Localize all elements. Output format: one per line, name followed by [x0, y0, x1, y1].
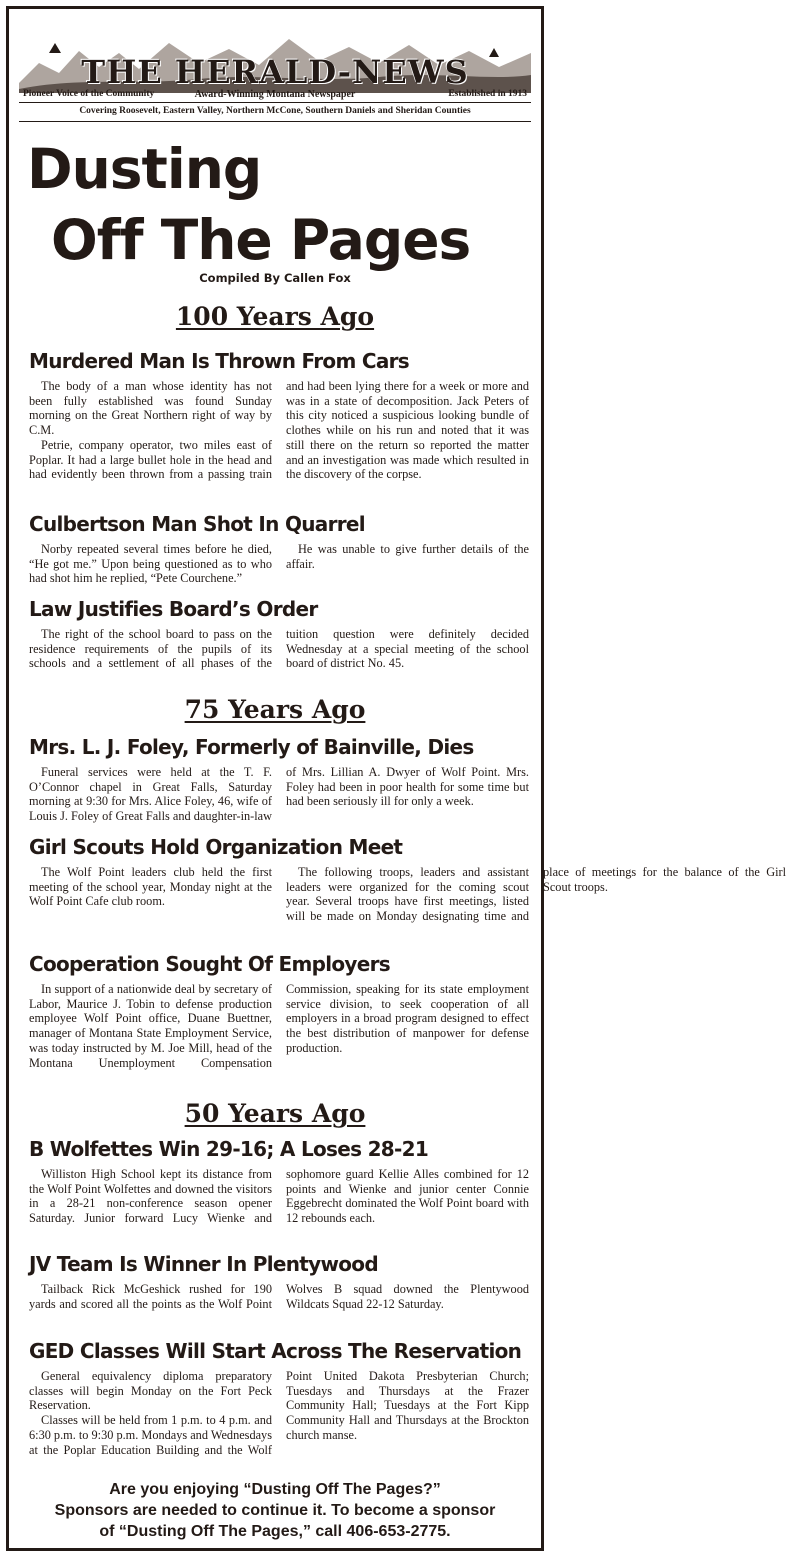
story-paragraph: The right of the school board to pass on the residence requirements of the pupils of its schools and a settlement of all phases of the tuition question were definitely decided Wednesday at a special meeting of the school board of district No. 45. [29, 627, 529, 671]
story-paragraph: Norby repeated several times before he died, “He got me.” Upon being questioned as to who had shot him he replied, “Pete Courchene.” [29, 542, 272, 586]
feature-title-line-2: Off The Pages [51, 208, 471, 272]
feature-title-line-1: Dusting [27, 137, 262, 201]
story-body [29, 379, 529, 503]
section-heading-100-years: 100 Years Ago [175, 302, 375, 331]
story-paragraph: Petrie, company operator, two miles east of Poplar. It had a large bullet hole in the head and had evidently been thrown from a passing train and had been lying there for a week or more and was in a state of decomposition. Jack Peters of this city noticed a suspicious looking bundle of clothes while on his run and noted that it was still there on the return so reported the matter and an investigation was made which resulted in the discovery of the corpse. [29, 379, 529, 482]
story-headline: GED Classes Will Start Across The Reservation [29, 1339, 522, 1363]
story-paragraph: In support of a nationwide deal by secretary of Labor, Maurice J. Tobin to defense production employee Wolf Point office, Duane Buettner, manager of Montana State Employment Service, was today instructed by M. Joe Mill, head of the Montana Unemployment Compensation Commission, speaking for its state employment service division, to seek cooperation of all employers in a broad program designed to effect the best distribution of manpower for defense production. [29, 982, 529, 1070]
story-body [29, 627, 529, 689]
story-headline: Murdered Man Is Thrown From Cars [29, 349, 409, 373]
masthead-divider [19, 102, 531, 103]
story-headline: Girl Scouts Hold Organization Meet [29, 835, 403, 859]
story-body [29, 1282, 529, 1328]
story-paragraph: Classes will be held from 1 p.m. to 4 p.m. and 6:30 p.m. to 9:30 p.m. Mondays and Wednesdays at the Poplar Education Building and the Wolf Point United Dakota Presbyterian Church; Tuesdays and Thursdays at the Frazer Community Hall; Tuesdays at the Fort Kipp Community Hall and Thursdays at the Brockton church manse. [29, 1369, 529, 1457]
story-headline: B Wolfettes Win 29-16; A Loses 28-21 [29, 1137, 429, 1161]
story-headline: Culbertson Man Shot In Quarrel [29, 512, 365, 536]
section-heading-50-years: 50 Years Ago [184, 1099, 366, 1128]
story-body [29, 865, 786, 927]
section-heading-75-years: 75 Years Ago [184, 695, 366, 724]
story-paragraph: Williston High School kept its distance from the Wolf Point Wolfettes and downed the visitors in a 28-21 non-conference season opener Saturday. Junior forward Lucy Wienke and sophomore guard Kellie Alles combined for 12 points and Wienke and junior center Connie Eggebrecht dominated the Wolf Point board with 12 rebounds each. [29, 1167, 529, 1226]
story-body [29, 1167, 529, 1229]
newspaper-name: THE HERALD-NEWS [81, 53, 469, 91]
story-paragraph: The following troops, leaders and assistant leaders were organized for the coming scout year. Several troops have first meetings, listed will be made on Monday designating time and place of meetings for the balance of the Girl Scout troops. [286, 865, 786, 924]
sponsor-appeal-line: Are you enjoying “Dusting Off The Pages?” [109, 1481, 441, 1498]
sponsor-appeal-line: of “Dusting Off The Pages,” call 406-653-2775. [99, 1523, 451, 1540]
story-headline: Law Justifies Board’s Order [29, 597, 318, 621]
story-paragraph: He was unable to give further details of the affair. [286, 542, 529, 571]
masthead [9, 9, 541, 129]
masthead-coverage-area: Covering Roosevelt, Eastern Valley, Northern McCone, Southern Daniels and Sheridan Counties [79, 106, 471, 116]
story-paragraph: The body of a man whose identity has not been fully established was found Sunday morning on the Great Northern right of way by C.M. [29, 379, 272, 438]
story-headline: JV Team Is Winner In Plentywood [29, 1252, 378, 1276]
story-body [29, 1369, 529, 1461]
story-paragraph: The Wolf Point leaders club held the first meeting of the school year, Monday night at the Wolf Point Cafe club room. [29, 865, 272, 909]
sponsor-appeal [9, 1479, 541, 1542]
story-body [29, 542, 529, 588]
story-headline: Mrs. L. J. Foley, Formerly of Bainville, Dies [29, 735, 474, 759]
masthead-tagline-center: Award-Winning Montana Newspaper [194, 89, 356, 100]
story-paragraph: Funeral services were held at the T. F. O’Connor chapel in Great Falls, Saturday morning at 9:30 for Mrs. Alice Foley, 46, wife of Louis J. Foley of Great Falls and daughter-in-law of Mrs. Lillian A. Dwyer of Wolf Point. Mrs. Foley had been in poor health for some time but had been seriously ill for only a week. [29, 765, 529, 824]
sponsor-appeal-line: Sponsors are needed to continue it. To become a sponsor [54, 1502, 496, 1519]
story-headline: Cooperation Sought Of Employers [29, 952, 390, 976]
story-body [29, 982, 529, 1074]
masthead-established: Established in 1913 [448, 89, 527, 99]
masthead-tagline-left: Pioneer Voice of the Community [23, 89, 155, 99]
article-frame [6, 6, 786, 1551]
byline: Compiled By Callen Fox [199, 271, 351, 285]
story-body [29, 765, 529, 827]
story-paragraph: General equivalency diploma preparatory classes will begin Monday on the Fort Peck Reservation. [29, 1369, 272, 1413]
story-paragraph: Tailback Rick McGeshick rushed for 190 yards and scored all the points as the Wolf Point Wolves B squad downed the Plentywood Wildcats Squad 22-12 Saturday. [29, 1282, 529, 1311]
masthead-divider-bottom [19, 121, 531, 122]
